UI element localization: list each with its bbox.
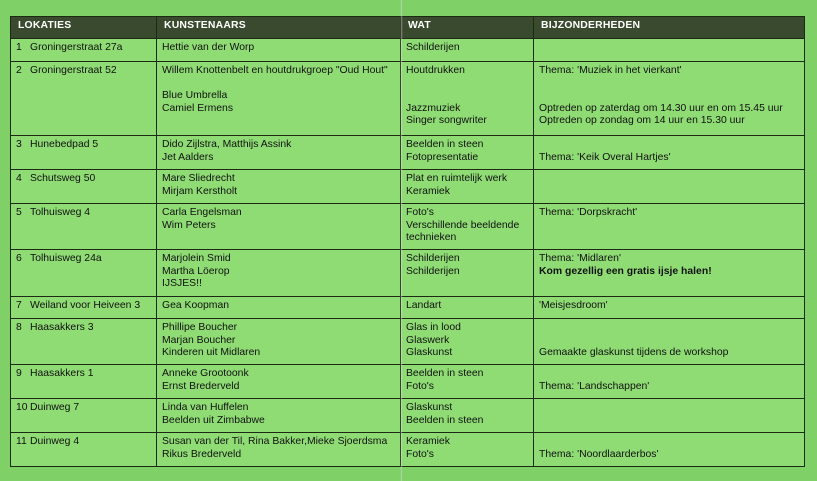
details-line: Optreden op zaterdag om 14.30 uur en om 15.45 uur xyxy=(539,102,783,114)
table-row xyxy=(11,297,805,319)
wat-cell xyxy=(401,365,534,399)
wat-line xyxy=(406,90,527,103)
details-line xyxy=(539,436,798,449)
wat-cell xyxy=(401,62,534,136)
details-line: Thema: 'Midlaren' xyxy=(539,253,621,264)
wat-line: Houtdrukken xyxy=(406,65,465,76)
artist-line: Wim Peters xyxy=(162,219,216,231)
artist-line: Linda van Huffelen xyxy=(162,402,249,413)
wat-cell xyxy=(401,136,534,170)
wat-line: Foto's xyxy=(406,207,434,218)
header-row xyxy=(11,17,805,39)
details-line xyxy=(539,173,798,186)
location-number: 5 xyxy=(16,207,22,218)
location-cell xyxy=(11,136,157,170)
details-cell xyxy=(534,297,805,319)
details-line xyxy=(539,42,798,55)
header-lokaties: LOKATIES xyxy=(11,17,157,39)
details-cell xyxy=(534,62,805,136)
location-cell xyxy=(11,399,157,433)
details-line: 'Meisjesdroom' xyxy=(539,300,608,311)
location-number: 1 xyxy=(16,42,22,53)
details-line xyxy=(539,90,798,103)
wat-cell xyxy=(401,399,534,433)
artists-cell xyxy=(157,365,401,399)
wat-cell xyxy=(401,204,534,250)
artist-line xyxy=(162,78,394,91)
artist-line: Camiel Ermens xyxy=(162,102,234,114)
details-cell xyxy=(534,170,805,204)
artist-line: Gea Koopman xyxy=(162,300,230,311)
wat-line: Foto's xyxy=(406,380,434,392)
location-cell xyxy=(11,433,157,467)
location-cell xyxy=(11,365,157,399)
details-cell xyxy=(534,39,805,62)
details-cell xyxy=(534,399,805,433)
wat-line: technieken xyxy=(406,232,457,244)
artist-line: Willem Knottenbelt en houtdrukgroep "Oud Hout" xyxy=(162,65,388,76)
details-line: Thema: 'Keik Overal Hartjes' xyxy=(539,151,671,163)
wat-line: Schilderijen xyxy=(406,42,460,53)
location-name: Tolhuisweg 24a xyxy=(30,253,102,264)
details-cell xyxy=(534,365,805,399)
table-row xyxy=(11,204,805,250)
table-row xyxy=(11,250,805,297)
artist-line: Anneke Grootoonk xyxy=(162,368,249,379)
artists-cell xyxy=(157,433,401,467)
location-name: Schutsweg 50 xyxy=(30,173,96,184)
location-number: 9 xyxy=(16,368,22,379)
wat-line: Plat en ruimtelijk werk xyxy=(406,173,508,184)
location-name: Hunebedpad 5 xyxy=(30,139,99,150)
table-row xyxy=(11,365,805,399)
location-number: 2 xyxy=(16,65,22,76)
location-name: Haasakkers 1 xyxy=(30,368,94,379)
artist-line: Ernst Brederveld xyxy=(162,380,240,392)
wat-line: Singer songwriter xyxy=(406,115,487,127)
details-line: Thema: 'Noordlaarderbos' xyxy=(539,448,659,460)
wat-line: Foto's xyxy=(406,448,434,460)
wat-cell xyxy=(401,250,534,297)
artist-line: Phillipe Boucher xyxy=(162,322,238,333)
location-cell xyxy=(11,170,157,204)
details-line: Gemaakte glaskunst tijdens de workshop xyxy=(539,347,729,359)
details-cell xyxy=(534,204,805,250)
wat-line: Glaskunst xyxy=(406,347,453,359)
table-row xyxy=(11,62,805,136)
wat-cell xyxy=(401,319,534,365)
location-number: 4 xyxy=(16,173,22,184)
table-row xyxy=(11,39,805,62)
location-cell xyxy=(11,250,157,297)
exhibition-table xyxy=(10,16,805,467)
wat-line: Schilderijen xyxy=(406,265,460,277)
artists-cell xyxy=(157,319,401,365)
details-line: Thema: 'Dorpskracht' xyxy=(539,207,638,218)
wat-line: Glas in lood xyxy=(406,322,461,333)
location-number: 7 xyxy=(16,300,22,311)
details-line xyxy=(539,322,798,335)
table-row xyxy=(11,136,805,170)
location-cell xyxy=(11,297,157,319)
details-cell xyxy=(534,319,805,365)
location-cell xyxy=(11,319,157,365)
wat-cell xyxy=(401,297,534,319)
table-row xyxy=(11,399,805,433)
wat-cell xyxy=(401,170,534,204)
location-name: Tolhuisweg 4 xyxy=(30,207,91,218)
details-cell xyxy=(534,136,805,170)
wat-line: Keramiek xyxy=(406,185,450,197)
wat-cell xyxy=(401,39,534,62)
wat-line: Schilderijen xyxy=(406,253,460,264)
header-kunstenaars: KUNSTENAARS xyxy=(157,17,401,39)
artist-line: Dido Zijlstra, Matthijs Assink xyxy=(162,139,292,150)
wat-line: Beelden in steen xyxy=(406,368,484,379)
artist-line: Mare Sliedrecht xyxy=(162,173,235,184)
artist-line: Hettie van der Worp xyxy=(162,42,255,53)
location-cell xyxy=(11,62,157,136)
location-cell xyxy=(11,204,157,250)
artist-line: IJSJES!! xyxy=(162,278,202,290)
artists-cell xyxy=(157,170,401,204)
location-name: Groningerstraat 52 xyxy=(30,65,117,76)
artists-cell xyxy=(157,136,401,170)
details-line xyxy=(539,402,798,415)
details-cell xyxy=(534,433,805,467)
wat-line: Beelden in steen xyxy=(406,414,484,426)
header-bijzonderheden: BIJZONDERHEDEN xyxy=(534,17,805,39)
location-name: Duinweg 7 xyxy=(30,402,80,413)
artists-cell xyxy=(157,250,401,297)
wat-line: Verschillende beeldende xyxy=(406,219,520,231)
artist-line: Jet Aalders xyxy=(162,151,214,163)
artist-line: Beelden uit Zimbabwe xyxy=(162,414,265,426)
table-row xyxy=(11,433,805,467)
wat-line: Beelden in steen xyxy=(406,139,484,150)
artist-line: Rikus Brederveld xyxy=(162,448,242,460)
artists-cell xyxy=(157,204,401,250)
ice-cream-note: Kom gezellig een gratis ijsje halen! xyxy=(539,265,712,277)
details-line xyxy=(539,78,798,91)
artist-line: Mirjam Kerstholt xyxy=(162,185,238,197)
details-line xyxy=(539,335,798,348)
artist-line: Marjan Boucher xyxy=(162,334,236,346)
wat-cell xyxy=(401,433,534,467)
details-line: Thema: 'Landschappen' xyxy=(539,380,650,392)
wat-line: Keramiek xyxy=(406,436,450,447)
artist-line: Susan van der Til, Rina Bakker,Mieke Sjoerdsma xyxy=(162,436,388,447)
wat-line: Landart xyxy=(406,300,442,311)
artists-cell xyxy=(157,297,401,319)
location-number: 8 xyxy=(16,322,22,333)
wat-line: Glaskunst xyxy=(406,402,453,413)
location-name: Duinweg 4 xyxy=(30,436,80,447)
wat-line: Fotopresentatie xyxy=(406,151,479,163)
artists-cell xyxy=(157,39,401,62)
details-line: Optreden op zondag om 14 uur en 15.30 uur xyxy=(539,115,745,127)
artists-cell xyxy=(157,399,401,433)
location-cell xyxy=(11,39,157,62)
details-line: Thema: 'Muziek in het vierkant' xyxy=(539,65,682,76)
details-cell xyxy=(534,250,805,297)
artists-cell xyxy=(157,62,401,136)
location-number: 10 xyxy=(16,402,28,413)
artist-line: Carla Engelsman xyxy=(162,207,242,218)
wat-line: Glaswerk xyxy=(406,334,450,346)
table-row xyxy=(11,319,805,365)
location-name: Groningerstraat 27a xyxy=(30,42,123,53)
header-wat: WAT xyxy=(401,17,534,39)
artist-line: Kinderen uit Midlaren xyxy=(162,347,261,359)
details-line xyxy=(539,368,798,381)
location-name: Weiland voor Heiveen 3 xyxy=(30,300,141,311)
location-number: 3 xyxy=(16,139,22,150)
artist-line: Blue Umbrella xyxy=(162,90,228,102)
location-number: 6 xyxy=(16,253,22,264)
table-row xyxy=(11,170,805,204)
wat-line xyxy=(406,78,527,91)
wat-line: Jazzmuziek xyxy=(406,102,461,114)
location-number: 11 xyxy=(16,436,27,447)
details-line xyxy=(539,139,798,152)
artist-line: Marjolein Smid xyxy=(162,253,231,264)
artist-line: Martha Löerop xyxy=(162,265,230,277)
location-name: Haasakkers 3 xyxy=(30,322,94,333)
